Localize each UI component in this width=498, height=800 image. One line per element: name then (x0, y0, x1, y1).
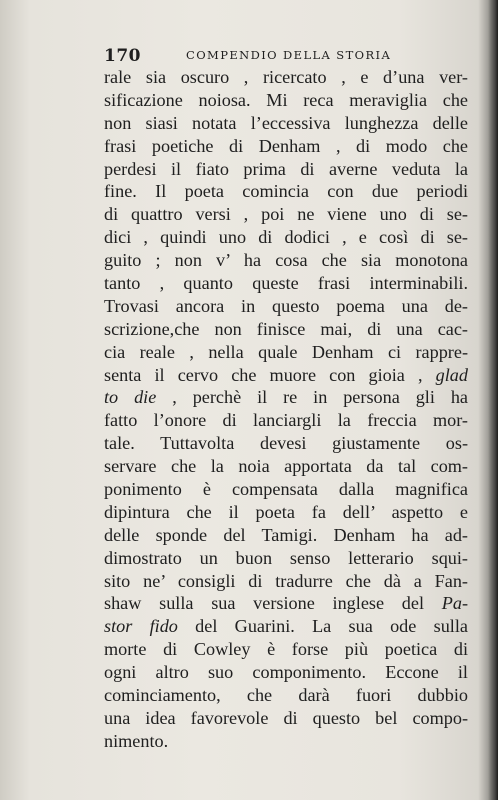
text-segment: fine. Il poeta comincia con due periodi (104, 181, 468, 202)
text-segment: fatto l’onore di lanciargli la freccia mor- (104, 410, 468, 431)
text-segment: nimento. (104, 730, 169, 751)
text-line (104, 249, 468, 272)
text-segment: del Guarini. La sua ode sulla (177, 616, 468, 637)
text-line (104, 135, 468, 158)
text-line (104, 226, 468, 249)
text-segment: , perchè il re in persona gli ha (156, 387, 468, 408)
text-segment: shaw sulla sua versione inglese del (104, 593, 442, 614)
text-line (104, 272, 468, 295)
text-line (104, 478, 468, 501)
text-segment: servare che la noia apportata da tal com- (104, 456, 468, 477)
text-line (104, 341, 468, 364)
text-line (104, 661, 468, 684)
text-segment: cominciamento, che darà fuori dubbio (104, 685, 468, 706)
text-segment: ponimento è compensata dalla magnifica (104, 479, 468, 500)
text-line (104, 730, 468, 753)
text-segment: guito ; non v’ ha cosa che sia monotona (104, 250, 468, 271)
text-segment: non siasi notata l’eccessiva lunghezza delle (104, 112, 468, 133)
text-segment: sito ne’ consigli di tradurre che dà a Fan- (104, 570, 468, 591)
text-line (104, 432, 468, 455)
body-text (104, 66, 468, 753)
text-line (104, 615, 468, 638)
text-line (104, 707, 468, 730)
text-line (104, 66, 468, 89)
italic-text: Pa- (441, 593, 468, 614)
text-segment: una idea favorevole di questo bel compo- (104, 707, 468, 728)
text-line (104, 158, 468, 181)
text-line (104, 524, 468, 547)
italic-text: glad (435, 364, 468, 385)
text-segment: cia reale , nella quale Denham ci rappre- (104, 341, 468, 362)
text-segment: dipintura che il poeta fa dell’ aspetto e (104, 501, 468, 522)
text-segment: dimostrato un buon senso letterario squi- (104, 547, 468, 568)
text-line (104, 592, 468, 615)
text-segment: perdesi il fiato prima di averne veduta la (104, 158, 468, 179)
text-segment: senta il cervo che muore con gioia , (104, 364, 436, 385)
text-line (104, 89, 468, 112)
text-line (104, 295, 468, 318)
running-head: COMPENDIO DELLA STORIA (186, 48, 392, 62)
text-line (104, 455, 468, 478)
text-line (104, 547, 468, 570)
text-line (104, 501, 468, 524)
text-line (104, 112, 468, 135)
text-segment: sificazione noiosa. Mi reca meraviglia che (104, 89, 468, 110)
text-line (104, 180, 468, 203)
text-segment: Trovasi ancora in questo poema una de- (104, 295, 468, 316)
text-segment: dici , quindi uno di dodici , e così di se- (104, 227, 468, 248)
italic-text: to die (104, 387, 157, 408)
text-line (104, 409, 468, 432)
text-line (104, 638, 468, 661)
text-line (104, 570, 468, 593)
text-segment: frasi poetiche di Denham , di modo che (104, 135, 468, 156)
text-segment: tale. Tuttavolta devesi giustamente os- (104, 433, 468, 454)
text-segment: scrizione,che non finisce mai, di una cac- (104, 318, 468, 339)
text-line (104, 203, 468, 226)
text-line (104, 318, 468, 341)
text-segment: di quattro versi , poi ne viene uno di se- (104, 204, 468, 225)
text-segment: rale sia oscuro , ricercato , e d’una ver- (104, 67, 468, 87)
text-segment: tanto , quanto queste frasi interminabili. (104, 273, 468, 294)
text-line (104, 684, 468, 707)
text-segment: ogni altro suo componimento. Eccone il (104, 662, 468, 683)
italic-text: stor fido (104, 616, 178, 637)
page-header (104, 46, 404, 66)
text-line (104, 386, 468, 409)
text-segment: delle sponde del Tamigi. Denham ha ad- (104, 524, 468, 545)
page-number: 170 (104, 46, 141, 66)
text-line (104, 364, 468, 387)
text-segment: morte di Cowley è forse più poetica di (104, 639, 468, 660)
